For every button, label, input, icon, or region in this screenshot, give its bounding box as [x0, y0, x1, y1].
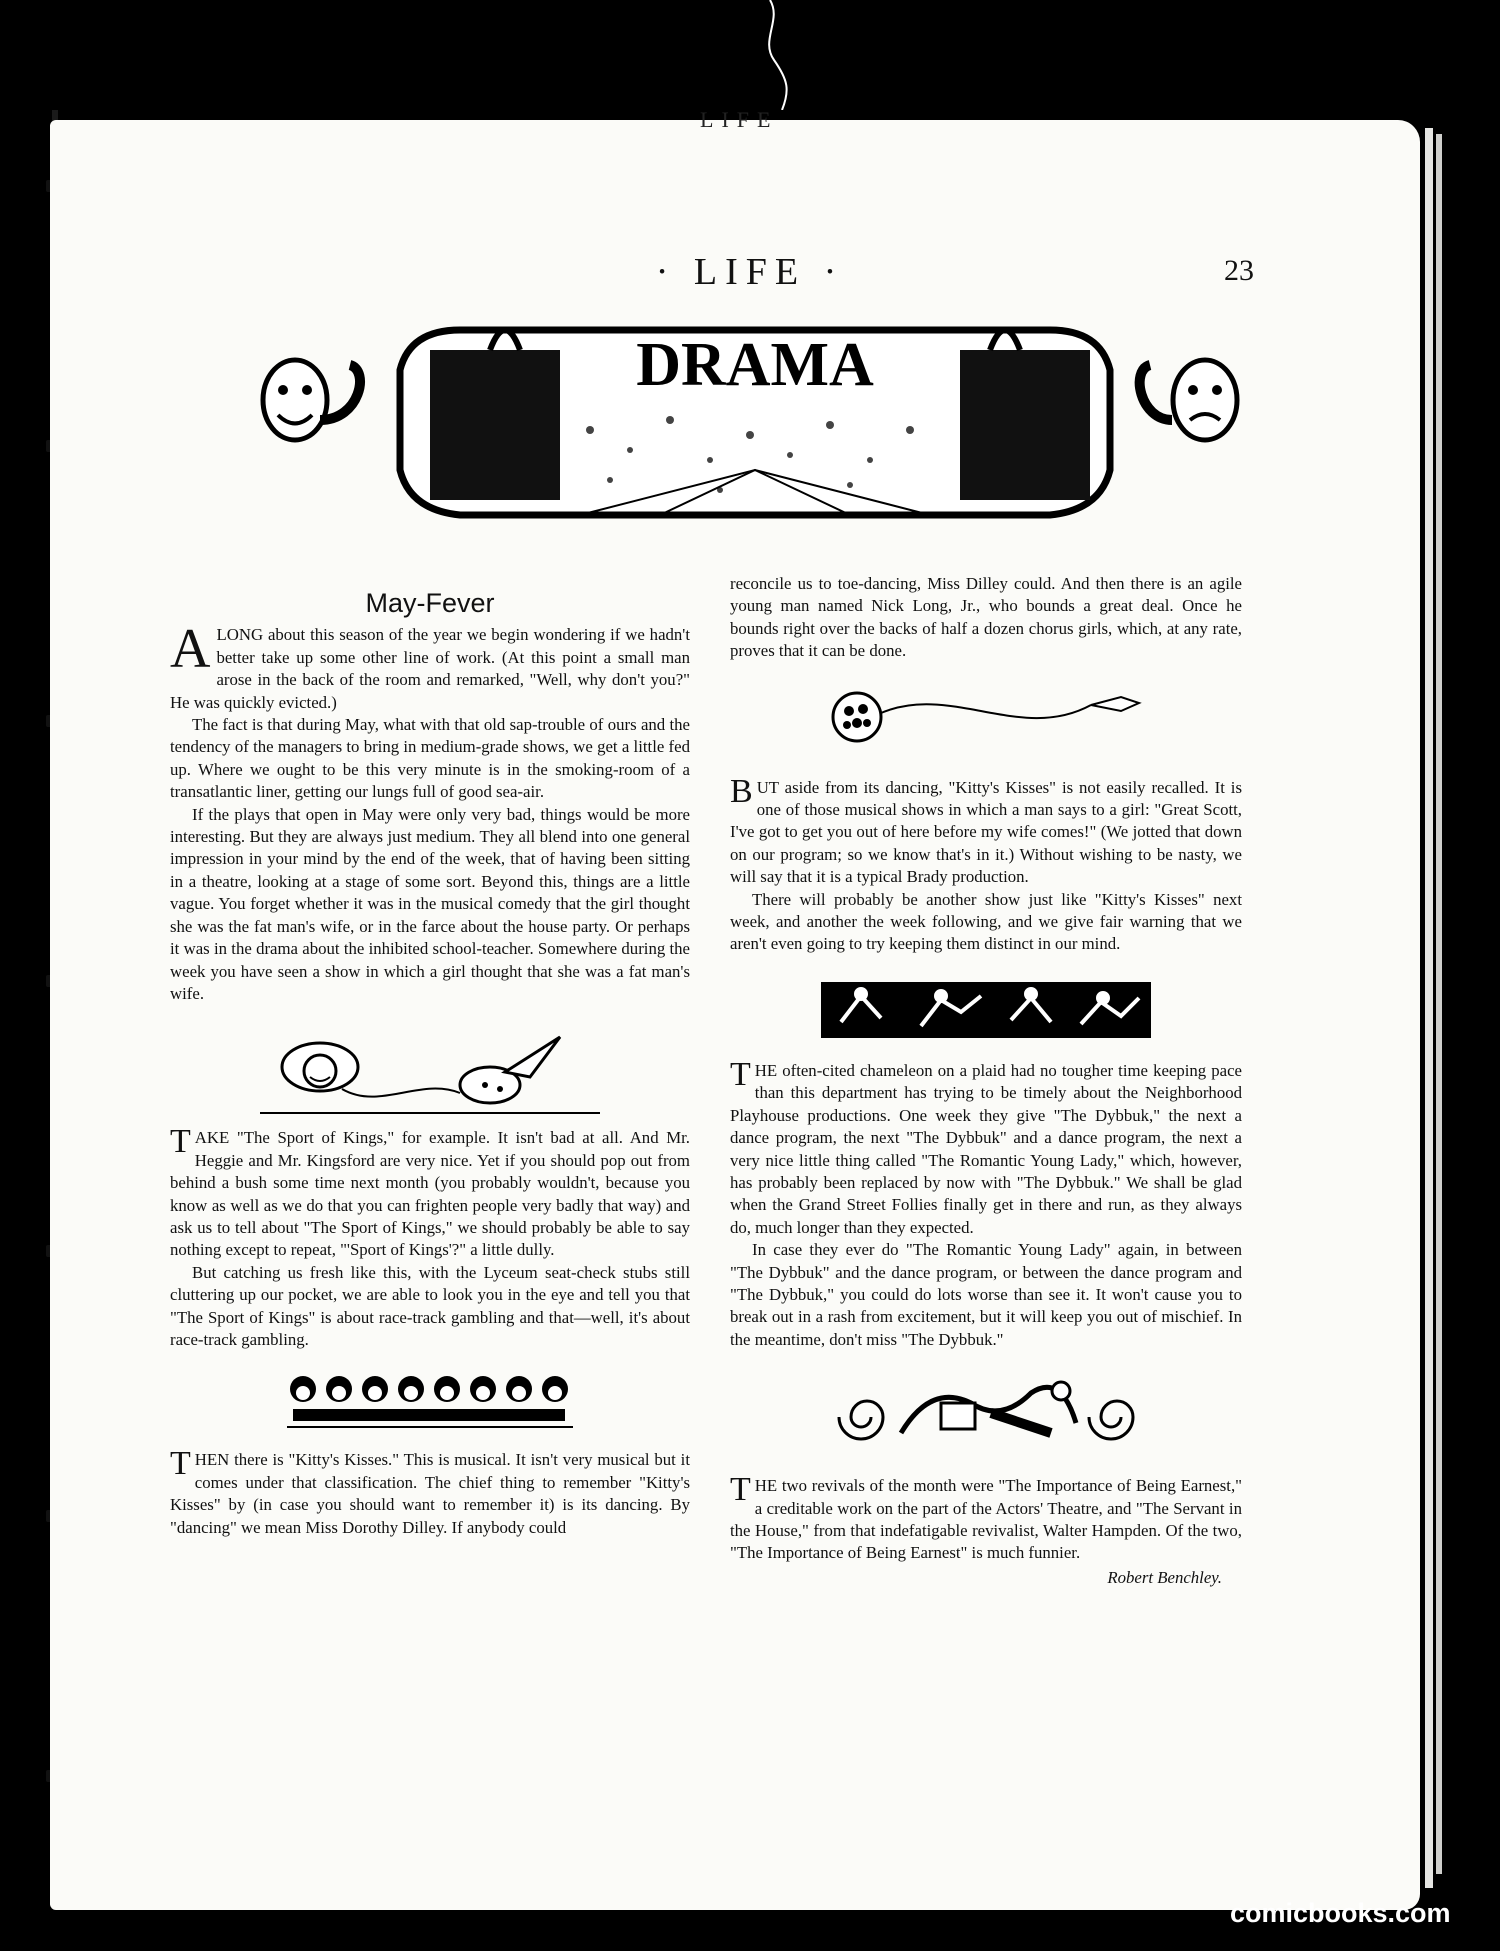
paragraph [170, 1123, 690, 1261]
drop-cap: T [170, 1123, 191, 1161]
paragraph: There will probably be another show just like "Kitty's Kisses" next week, and another the week following, and we give fair warning that we aren't even going to try keeping them distinct in our mind. [730, 889, 1242, 954]
paragraph [730, 772, 1242, 889]
paragraph-text: HE often-cited chameleon on a plaid had no tougher time keeping pace than this department has trying to be timely about the Neighborhood Playhouse productions. One week they give "The Dybbuk," the next a dance program, the next "The Dybbuk" and a dance program, the next a very nice little thing called "The Romantic Young Lady," which, however, has probably been replaced by now with "The Dybbuk." We shall be glad when the Grand Street Follies finally get in there and run, as they always do, much longer than they expected. [730, 1060, 1242, 1237]
paragraph: The fact is that during May, what with that old sap-trouble of ours and the tendency of the managers to bring in medium-grade shows, we get a little fed up. Where we ought to be this very minute is in the smoking-room of a transatlantic liner, getting our lungs full of good sea-air. [170, 715, 690, 802]
paragraph: reconcile us to toe-dancing, Miss Dilley could. And then there is an agile young man named Nick Long, Jr., who bounds a great deal. Once he bounds right over the backs of half a dozen chorus girls, which, at any rate, proves that it can be done. [730, 574, 1242, 661]
tragedy-mask-right [1140, 360, 1237, 440]
page-number: 23 [1224, 254, 1254, 287]
page-stack-edge [1425, 128, 1433, 1888]
swirl-figures-ornament [821, 1373, 1151, 1453]
paragraph-text: LONG about this season of the year we begin wondering if we hadn't better take up some other line of work. (At this point a small man arose in the back of the room and remarked, "Well, why don't you?" He was quickly evicted.) [170, 625, 690, 712]
drop-cap: T [730, 1471, 751, 1509]
paragraph-text: HE two revivals of the month were "The Importance of Being Earnest," a creditable work on the part of the Actors' Theatre, and "The Servant in the House," from that indefatigable revivalist, Walter Hampden. Of the two, "The Importance of Being Earnest" is much funnier. [730, 1476, 1242, 1563]
author-signature: Robert Benchley. [1107, 1567, 1222, 1587]
dancers-frieze-ornament [821, 982, 1151, 1038]
paragraph: In case they ever do "The Romantic Young Lady" again, in between "The Dybbuk" and the dance program, or between the dance program and "The Dybbuk," you could do lots worse than see it. It won't cause you to break out in a rash from excitement, but it will keep you out of mischief. In the meantime, don't miss "The Dybbuk." [730, 1240, 1242, 1349]
comedy-mask-left [263, 360, 360, 440]
page-top-running-head: LIFE [700, 107, 779, 132]
paragraph [730, 1055, 1242, 1239]
drama-title: DRAMA [636, 331, 874, 399]
masthead-title: · LIFE · [655, 251, 845, 293]
article-column-left [170, 588, 690, 1539]
drama-banner-illustration [250, 310, 1260, 560]
drop-cap: A [170, 618, 211, 681]
paragraph: But catching us fresh like this, with the Lyceum seat-check stubs still cluttering up our pocket, we are able to look you in the eye and tell you that "The Sport of Kings" is about race-track gambling and that—well, it's about race-track gambling. [170, 1262, 690, 1349]
paragraph-text: AKE "The Sport of Kings," for example. It isn't bad at all. And Mr. Heggie and Mr. Kingsford are very nice. Yet if you should pop out from behind a bush some time next month (you probably wouldn't, because you know as well as we do that you can frighten people very badly that way) and ask us to tell about "The Sport of Kings," we should probably be able to say nothing except to repeat, "'Sport of Kings'?" a little dully. [170, 1128, 690, 1260]
site-watermark: comicbooks.com [1230, 1898, 1451, 1928]
paragraph [730, 1471, 1242, 1565]
drop-cap: T [170, 1445, 191, 1483]
paragraph: If the plays that open in May were only very bad, things would be more interesting. But they are always just medium. They all blend into one general impression in your mind by the end of the week, that of having been sitting in a theatre, looking at a stage of some sort. Beyond this, things are a little vague. You forget whether it was in the musical comedy that the girl thought she was the fat man's wife, or in the farce about the house party. Or perhaps it was in the drama about the inhibited school-teacher. Somewhere during the week you have seen a show in which a girl thought that she was a fat man's wife. [170, 804, 690, 1003]
article-column-right [730, 573, 1242, 1589]
paragraph [170, 1445, 690, 1539]
paragraph-text: UT aside from its dancing, "Kitty's Kisses" is not easily recalled. It is one of those musical shows in which a man says to a girl: "Great Scott, I've got to get you out of here before my wife comes!" (We jotted that down on our program; so we know that's in it.) Without wishing to be nasty, we will say that it is a typical Brady production. [730, 777, 1242, 887]
flower-hand-ornament [821, 683, 1151, 749]
paragraph-text: HEN there is "Kitty's Kisses." This is musical. It isn't very musical but it comes under that classification. The chief thing to remember "Kitty's Kisses" by (in case you should want to remember it) is its dancing. By "dancing" we mean Miss Dorothy Dilley. If anybody could [170, 1450, 690, 1537]
paragraph [170, 618, 690, 714]
chorus-girls-ornament [285, 1371, 575, 1433]
page-stack-edge [1436, 134, 1442, 1874]
drop-cap: T [730, 1055, 751, 1093]
clown-rabbit-ornament [260, 1027, 600, 1119]
loose-thread [760, 0, 800, 110]
article-headline: May-Fever [365, 588, 495, 618]
drop-cap: B [730, 772, 753, 810]
